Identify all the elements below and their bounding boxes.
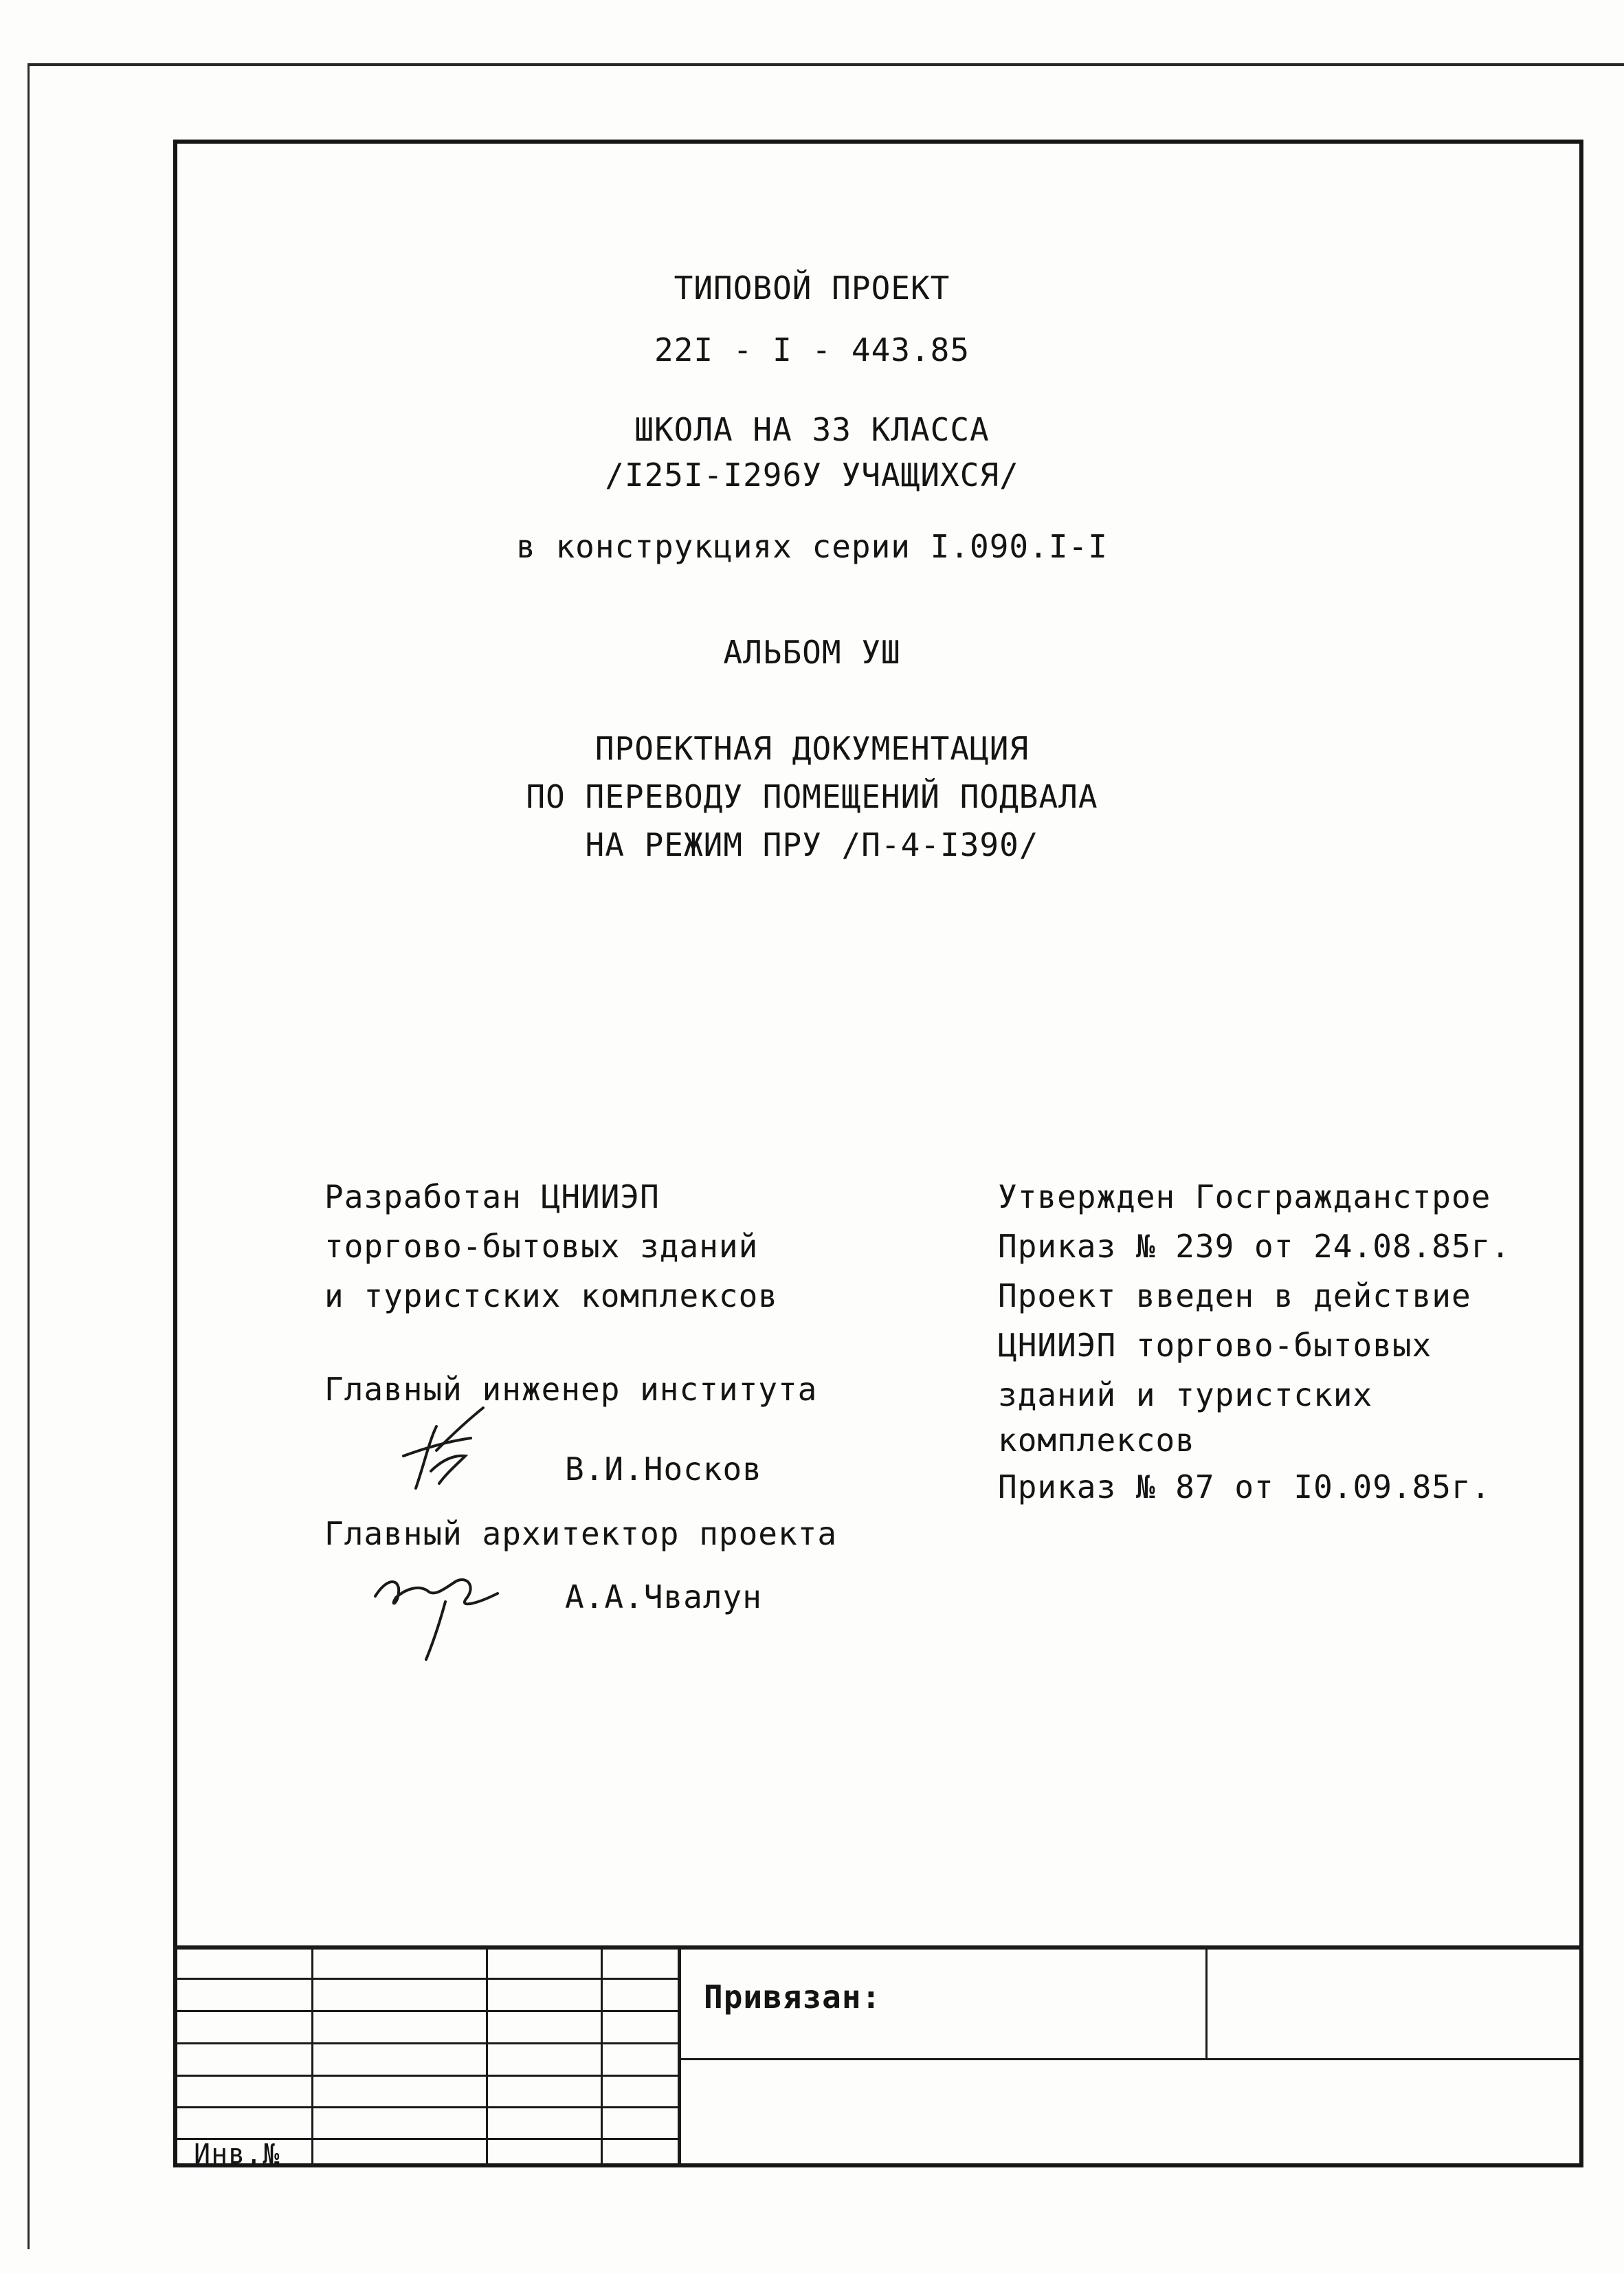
- inventory-number-label: Инв.№: [194, 2139, 280, 2170]
- approval-line-2: Приказ № 239 от 24.08.85г.: [998, 1228, 1511, 1265]
- album-number: АЛЬБОМ УШ: [723, 634, 901, 671]
- approval-line-7: Приказ № 87 от I0.09.85г.: [998, 1468, 1491, 1505]
- documentation-mode: НА РЕЖИМ ПРУ /П-4-I390/: [585, 826, 1039, 863]
- chief-engineer-title: Главный инженер института: [324, 1371, 818, 1408]
- approval-line-6: комплексов: [998, 1422, 1195, 1459]
- sheet-top-edge: [27, 63, 1624, 66]
- approval-line-3: Проект введен в действие: [998, 1277, 1471, 1314]
- chief-engineer-signature: [388, 1402, 498, 1499]
- developer-line-3: и туристских комплексов: [324, 1277, 778, 1314]
- doc-type-title: ТИПОВОЙ ПРОЕКТ: [674, 269, 950, 307]
- sheet-left-edge: [27, 63, 30, 2249]
- documentation-subject: ПО ПЕРЕВОДУ ПОМЕЩЕНИЙ ПОДВАЛА: [526, 778, 1098, 815]
- project-number: 22I - I - 443.85: [654, 331, 970, 368]
- construction-series: в конструкциях серии I.090.I-I: [516, 528, 1108, 565]
- project-capacity: /I25I-I296У УЧАЩИХСЯ/: [605, 456, 1019, 494]
- approval-line-1: Утвержден Госгражданстрое: [998, 1178, 1491, 1215]
- approval-line-5: зданий и туристских: [998, 1376, 1373, 1413]
- chief-architect-name: А.А.Чвалун: [565, 1578, 762, 1615]
- developer-line-1: Разработан ЦНИИЭП: [324, 1178, 660, 1215]
- bound-label: Привязан:: [704, 1978, 882, 2016]
- documentation-title: ПРОЕКТНАЯ ДОКУМЕНТАЦИЯ: [594, 730, 1030, 767]
- chief-architect-title: Главный архитектор проекта: [324, 1515, 838, 1552]
- chief-engineer-name: В.И.Носков: [565, 1450, 762, 1488]
- approval-line-4: ЦНИИЭП торгово-бытовых: [998, 1327, 1432, 1364]
- project-name: ШКОЛА НА 33 КЛАССА: [634, 411, 990, 448]
- developer-line-2: торгово-бытовых зданий: [324, 1228, 759, 1265]
- chief-architect-signature: [366, 1560, 537, 1664]
